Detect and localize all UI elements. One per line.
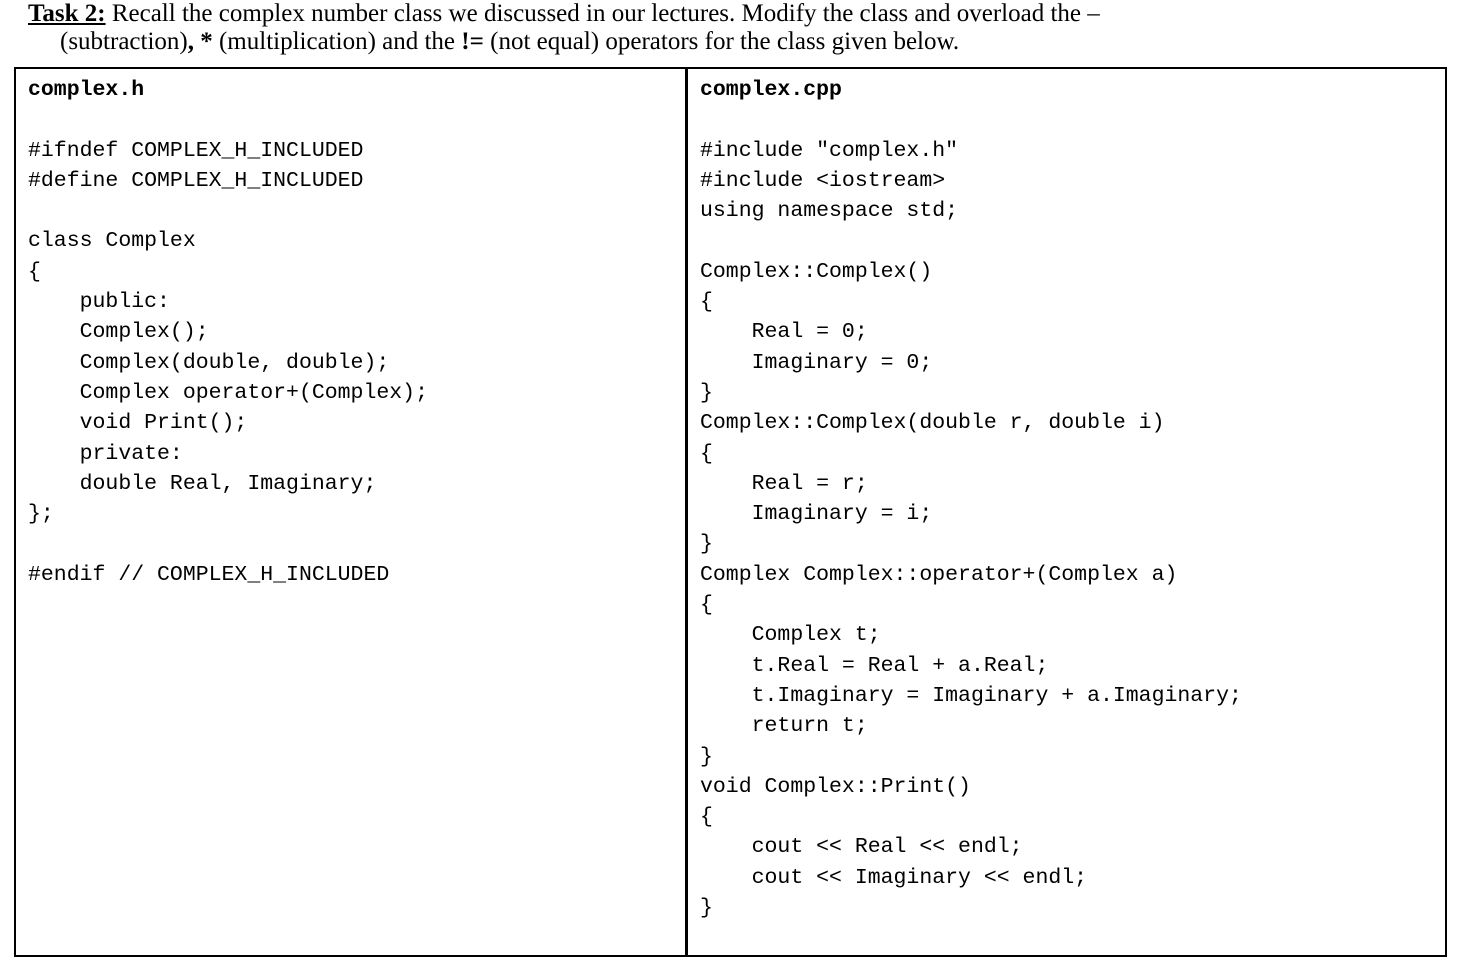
header-file-column xyxy=(16,69,688,955)
task-comma-star: , * xyxy=(187,28,213,55)
task-text-part2: (subtraction) xyxy=(60,28,188,55)
header-file-code: #ifndef COMPLEX_H_INCLUDED #define COMPLEX_H_INCLUDED class Complex { public: Complex(); Complex(double, double); Complex operator+(Complex); void Print(); private: double Real, Imaginary; }; #endif // COMPLEX_H_INCLUDED xyxy=(28,138,428,587)
task-label: Task 2: xyxy=(28,0,106,27)
task-text-part4: (not equal) operators for the class given below. xyxy=(483,28,960,55)
task-text-part1: Recall the complex number class we discussed in our lectures. Modify the class and overload the – xyxy=(105,0,1100,27)
code-table xyxy=(14,67,1447,957)
source-file-code: #include "complex.h" #include <iostream> using namespace std; Complex::Complex() { Real = 0; Imaginary = 0; } Complex::Complex(double r, double i) { Real = r; Imaginary = i; } Complex Complex::operator+(Complex a) { Complex t; t.Real = Real + a.Real; t.Imaginary = Imaginary + a.Imaginary; return t; } void Complex::Print() { cout << Real << endl; cout << Imaginary << endl; } xyxy=(700,138,1242,921)
task-text-part3: (multiplication) and the xyxy=(212,28,462,55)
task-line-2 xyxy=(28,28,1438,56)
source-file-column xyxy=(688,69,1445,955)
task-instructions xyxy=(28,0,1438,56)
source-file-name: complex.cpp xyxy=(700,78,842,102)
task-not-equal-operator: != xyxy=(461,28,484,55)
header-file-name: complex.h xyxy=(28,78,145,102)
